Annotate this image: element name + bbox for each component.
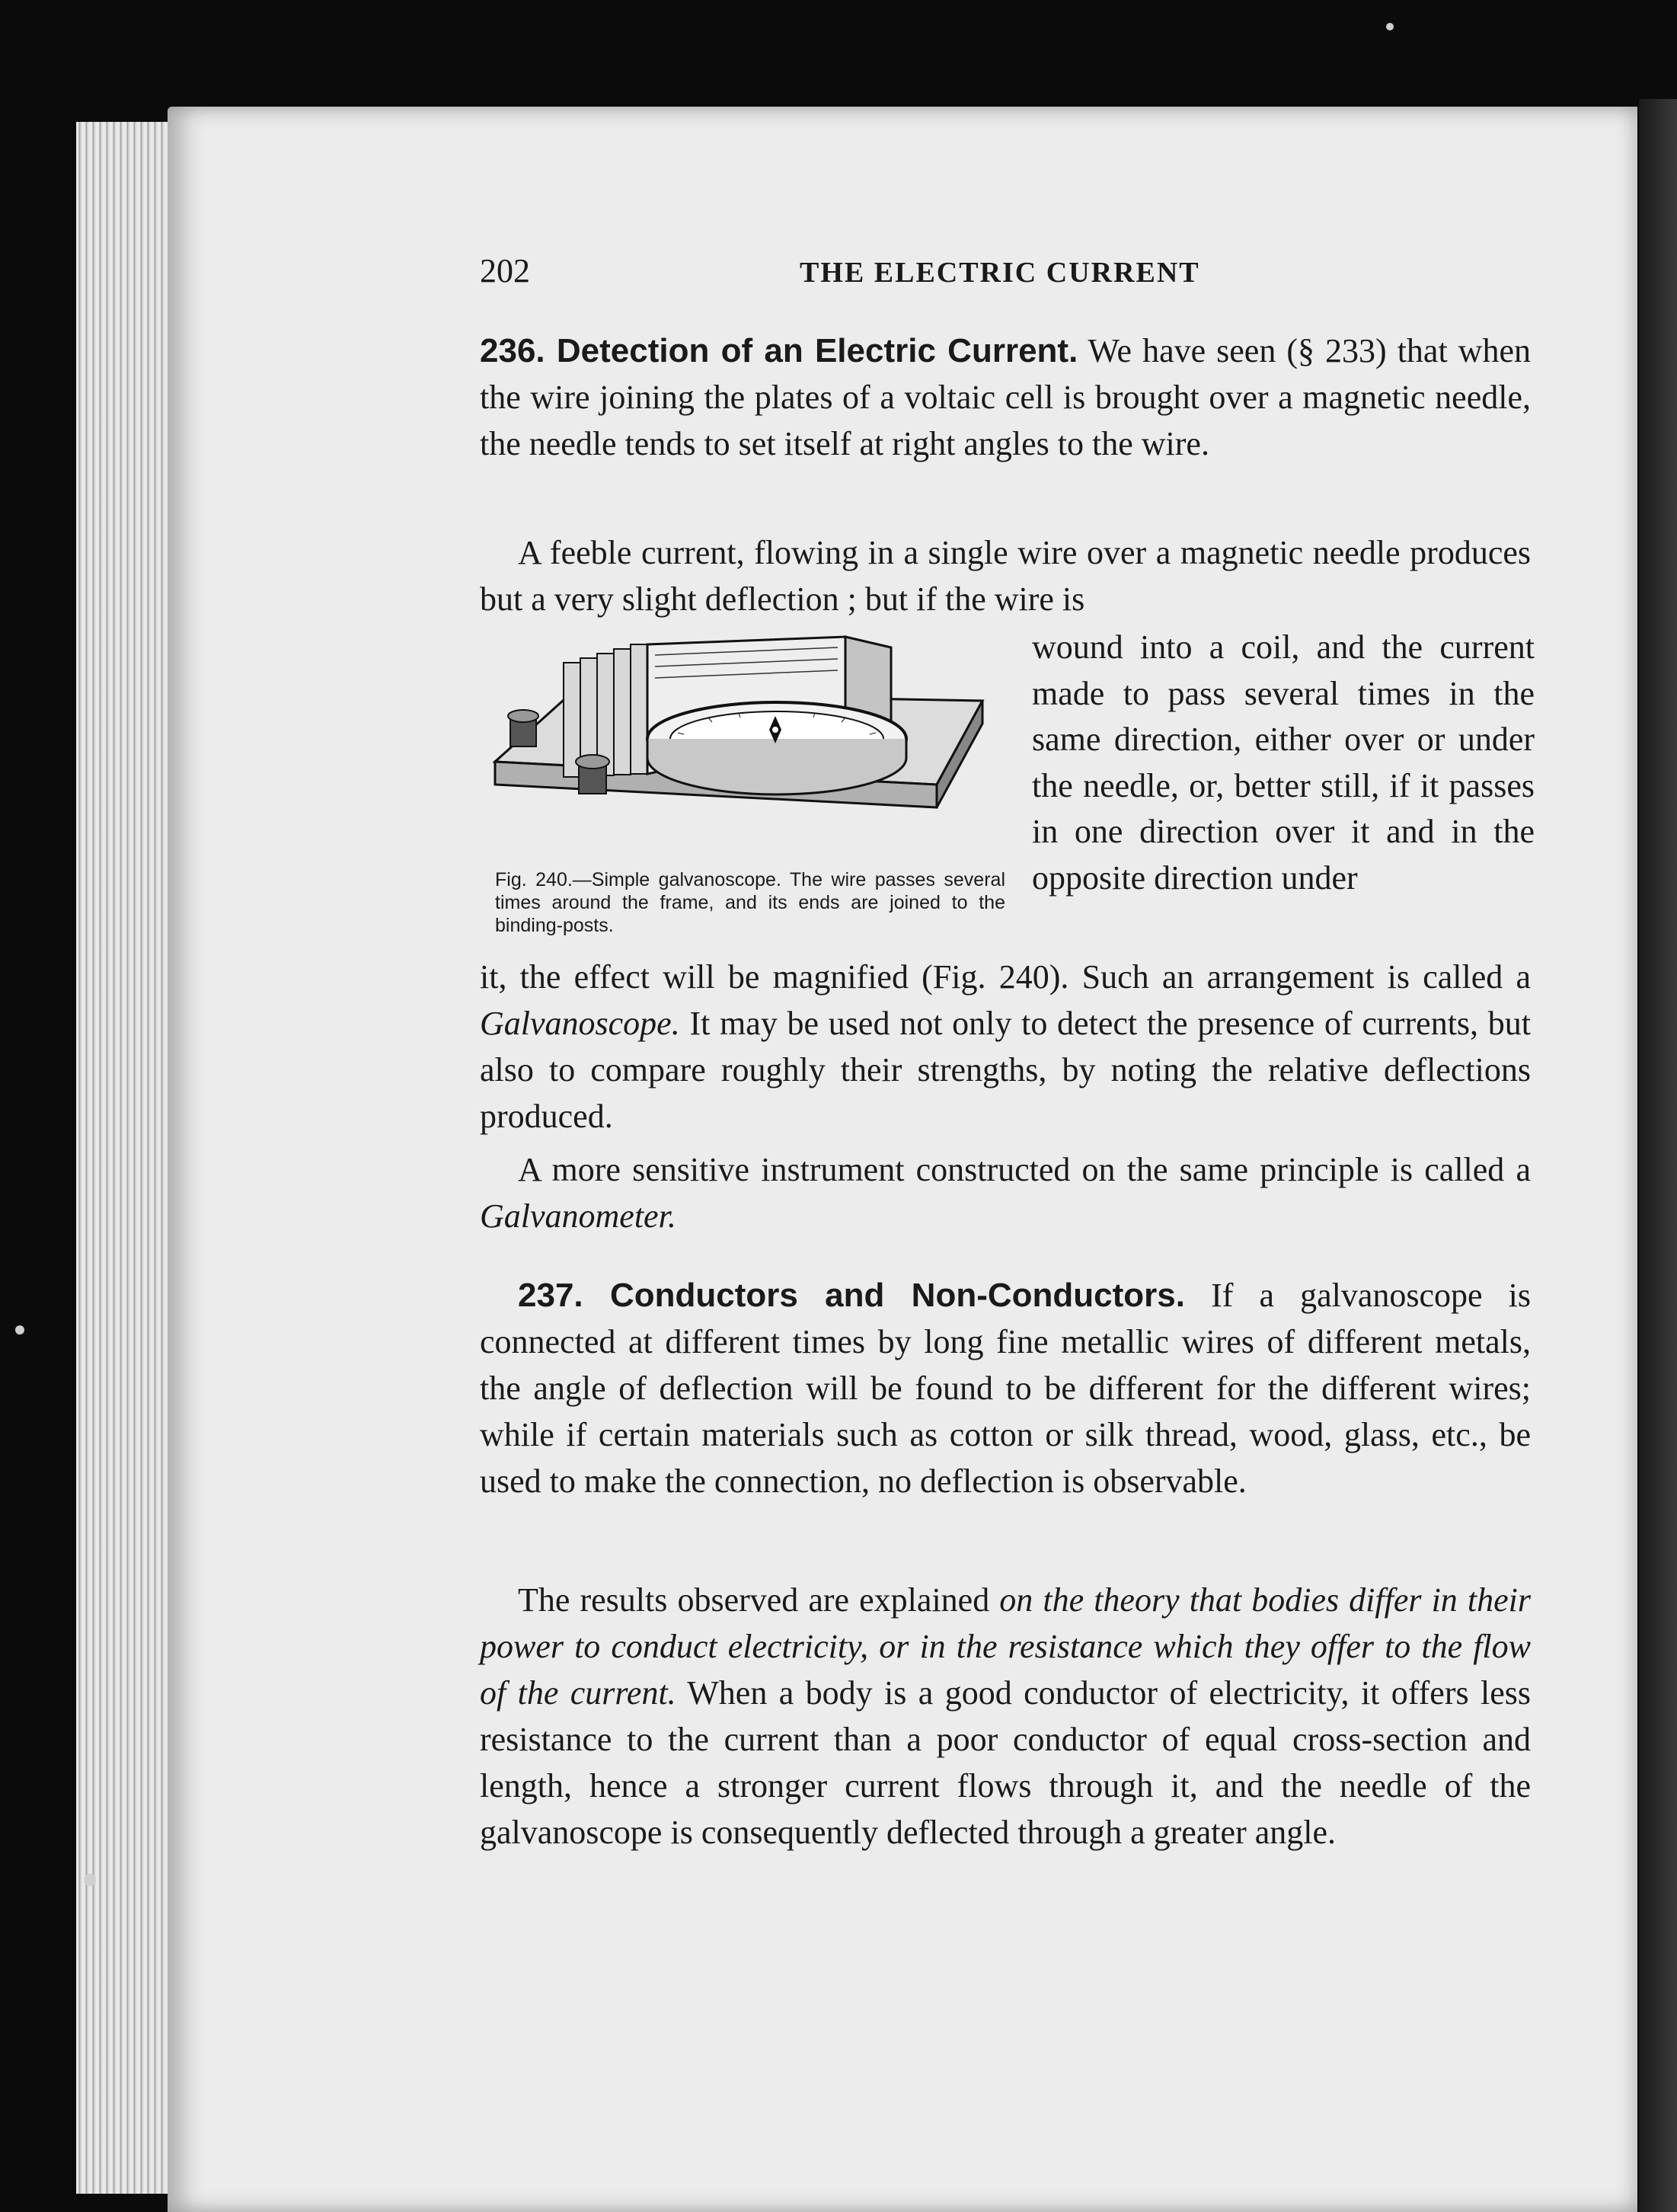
dust-speck bbox=[15, 1325, 24, 1335]
figure-caption: Fig. 240.—Simple galvanoscope. The wire passes several times around the frame, and its ends are joined to the binding-posts. bbox=[495, 869, 1005, 936]
page-number: 202 bbox=[480, 252, 530, 289]
section-237-para1: If a galvanoscope is connected at different times by long fine metallic wires of different metals, the angle of deflection will be found to be different for the different wires; while if certain materials such as cotton or silk thread, wood, glass, etc., be used to make the connection, no deflection is observable. bbox=[480, 1277, 1531, 1500]
section-236-para1: We have seen (§ 233) that when the wire joining the plates of a voltaic cell is brought over a magnetic needle, the needle tends to set itself at right angles to the wire. bbox=[480, 332, 1531, 462]
running-head bbox=[480, 251, 1531, 290]
galvanoscope-illustration bbox=[480, 632, 1013, 861]
section-236-para2-continued bbox=[480, 954, 1531, 1140]
para2-after-b: It may be used not only to detect the presence of currents, but also to compare roughly their strengths, by noting the relative deflections produced. bbox=[480, 1005, 1531, 1135]
section-236-intro bbox=[480, 328, 1531, 467]
para2-b: When a body is a good conductor of electricity, it offers less resistance to the current than a poor conductor of equal cross-section and length, hence a stronger current flows through it, and the needle of the galvanoscope is consequently deflected through a greater angle. bbox=[480, 1674, 1531, 1851]
dust-speck bbox=[84, 1874, 96, 1886]
right-gutter bbox=[1639, 99, 1677, 2212]
section-237-intro bbox=[480, 1272, 1531, 1504]
term-galvanoscope: Galvanoscope. bbox=[480, 1005, 680, 1042]
binding-post-left bbox=[508, 710, 538, 746]
dust-speck bbox=[1386, 23, 1394, 30]
running-title: THE ELECTRIC CURRENT bbox=[800, 257, 1200, 289]
section-236-para3 bbox=[480, 1146, 1531, 1239]
theory-statement: on the theory that bodies differ in their power to conduct electricity, or in the resistance which they offer to the flow of the current. bbox=[480, 1581, 1531, 1712]
section-236-heading: 236. Detection of an Electric Current. bbox=[480, 332, 1078, 369]
term-galvanometer: Galvanometer. bbox=[480, 1197, 676, 1235]
section-237-heading: 237. Conductors and Non-Conductors. bbox=[518, 1277, 1185, 1314]
section-237-para2 bbox=[480, 1577, 1531, 1856]
para2-lead-text: A feeble current, flowing in a single wire over a magnetic needle produces but a very slight deflection ; but if the wire is bbox=[480, 534, 1531, 618]
binding-post-front bbox=[576, 755, 609, 794]
para2-after-a: it, the effect will be magnified (Fig. 240). Such an arrangement is called a bbox=[480, 958, 1531, 996]
section-236-para2-lead bbox=[480, 529, 1531, 622]
section-236-para2-wrap: wound into a coil, and the current made to pass several times in the same direction, either over or under the needle, or, better still, if it passes in one direction over it and in the opposite direction under bbox=[1032, 628, 1535, 897]
para2-a: The results observed are explained bbox=[518, 1581, 1000, 1619]
para3-text: A more sensitive instrument constructed on the same principle is called a bbox=[518, 1151, 1531, 1188]
